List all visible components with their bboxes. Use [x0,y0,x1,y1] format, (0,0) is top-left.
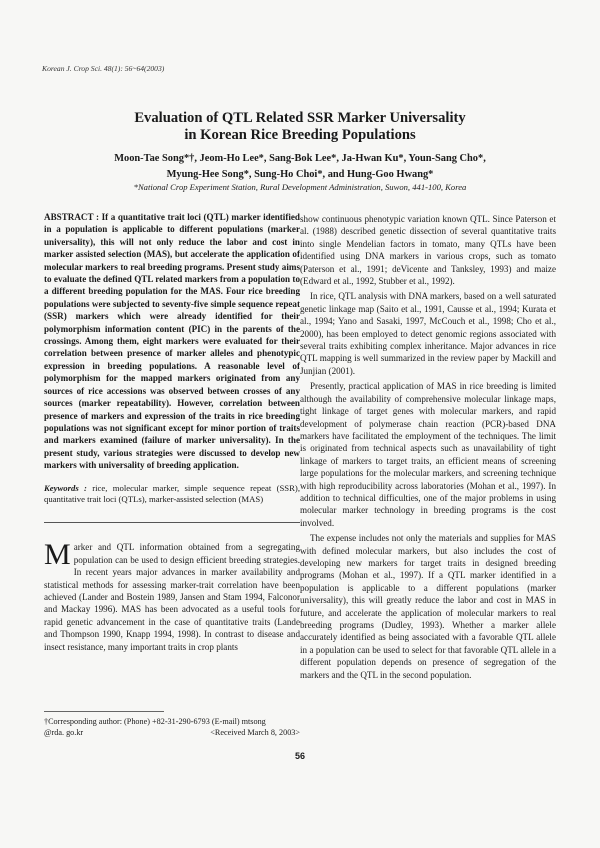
keywords [44,483,300,507]
authors-line-2: Myung-Hee Song*, Sung-Ho Choi*, and Hung-Goo Hwang* [166,169,434,180]
corresponding-author: †Corresponding author: (Phone) +82-31-290-6793 (E-mail) mtsong [44,717,266,726]
paper-title-line-1: Evaluation of QTL Related SSR Marker Universality [134,110,466,126]
abstract: ABSTRACT : If a quantitative trait loci (QTL) marker identified in a population is applicable to different populations (marker universality), this will not only reduce the labor and cost in marker assisted selection (MAS), but accelerate the application of molecular markers to real breeding programs. Present study aims to evaluate the defined QTL related markers from a population to a different breeding population for the MAS. Four rice breeding populations were subjected to seventy-five simple sequence repeat (SSR) markers which were already identified for their polymorphism information content (PIC) in the parents of the crossings. Among them, eight markers were evaluated for their correlation between presence of marker alleles and phenotypic expression in breeding populations. A reasonable level of polymorphism for the mapped markers originated from any sources of rice accessions was observed between crosses of any sources (marker repeatability). However, correlation between presence of markers and expression of the traits in rice breeding populations was not significant except for minor portion of traits and markers examined (failure of marker universality). In the present study, various strategies were discussed to develop new markers with universality of breeding application. [44,212,300,471]
journal-citation: Korean J. Crop Sci. 48(1): 56~64(2003) [42,64,165,73]
right-column [300,213,556,681]
authors-line-1: Moon-Tae Song*†, Jeom-Ho Lee*, Sang-Bok Lee*, Ja-Hwan Ku*, Youn-Sang Cho*, [114,153,486,164]
footnote [44,711,300,738]
left-column [44,211,300,653]
body-paragraph: In rice, QTL analysis with DNA markers, based on a well saturated genetic linkage map (Saito et al., 1991, Causse et al., 1994; Kurata et al., 1994; Yano and Sasaki, 1997, McCouch et al., 1998; Cho et al., 2000), has been employed to detect genomic regions associated with several traits exhibiting complex inheritance. Major advances in rice QTL mapping is well summarized in the review paper by Mackill and Junjian (2001). [300,291,556,376]
paper-title-line-2: in Korean Rice Breeding Populations [184,127,416,143]
body-paragraph: show continuous phenotypic variation known QTL. Since Paterson et al. (1988) described genetic dissection of several quantitative traits into single Mendelian factors in tomato, many QTLs have been identified using DNA markers in various crops, such as tomato (Paterson et al., 1991; deVicente and Tanksley, 1993) and maize (Edward et al., 1992, Stubber et al., 1992). [300,214,556,287]
introduction-paragraph [44,538,300,653]
introduction-text: arker and QTL information obtained from a segregating population can be used to design efficient breeding strategies. In recent years major advances in marker availability and statistical methods for assessing marker-trait correlation have been achieved (Lander and Bostein 1989, Jansen and Stam 1994, Falconor and Mackay 1996). MAS has been advocated as a useful tools for rapid genetic advancement in the case of quantitative traits (Lande and Thompson 1990, Knapp 1994, 1998). In contrast to disease and insect resistance, many important traits in crop plants [44,542,300,652]
received-date: <Received March 8, 2003> [210,728,300,737]
keywords-label: Keywords : [44,482,87,493]
affiliation: *National Crop Experiment Station, Rural Development Administration, Suwon, 441-100, Korea [133,182,467,192]
drop-cap: M [44,538,71,572]
footnote-divider [44,711,164,712]
body-paragraph: Presently, practical application of MAS in rice breeding is limited although the availability of comprehensive molecular linkage maps, tight linkage of target genes with molecular markers, and rapid development of polymerase chain reaction (PCR)-based DNA markers have facilitated the employment of the techniques. The limit is originated from technical aspects such as unavailability of tight linkage of markers to target traits, an efficient means of screening large populations for the molecular markers, and screening technique with high reproducibility across laboratories (Mohan et al., 1997). In addition to technical difficulties, one of the major problems in using molecular marker technology in breeding programs is the cost involved. [300,381,556,528]
section-divider [44,522,300,523]
footnote-second-line [44,727,300,738]
keywords-text: rice, molecular marker, simple sequence repeat (SSR), quantitative trait loci (QTLs), marker-assisted selection (MAS) [44,482,300,505]
page-number: 56 [294,751,305,761]
email-tail: @rda. go.kr [44,728,84,737]
body-paragraph: The expense includes not only the materials and supplies for MAS with defined molecular markers, but also includes the cost of developing new markers for target traits in designed breeding programs (Mohan et al., 1997). If a QTL marker identified in a population is applicable to a different populations (marker universality), this will greatly reduce the labor and cost in MAS in future, and accelerate the application of molecular markers to real breeding programs (Dudley, 1993). Whether a marker allele accurately identified as being associated with a favorable QTL allele in a population can be used to select for that favorable QTL allele in a different population depends on presence of segregation of the markers and the QTL in the second population. [300,533,556,680]
